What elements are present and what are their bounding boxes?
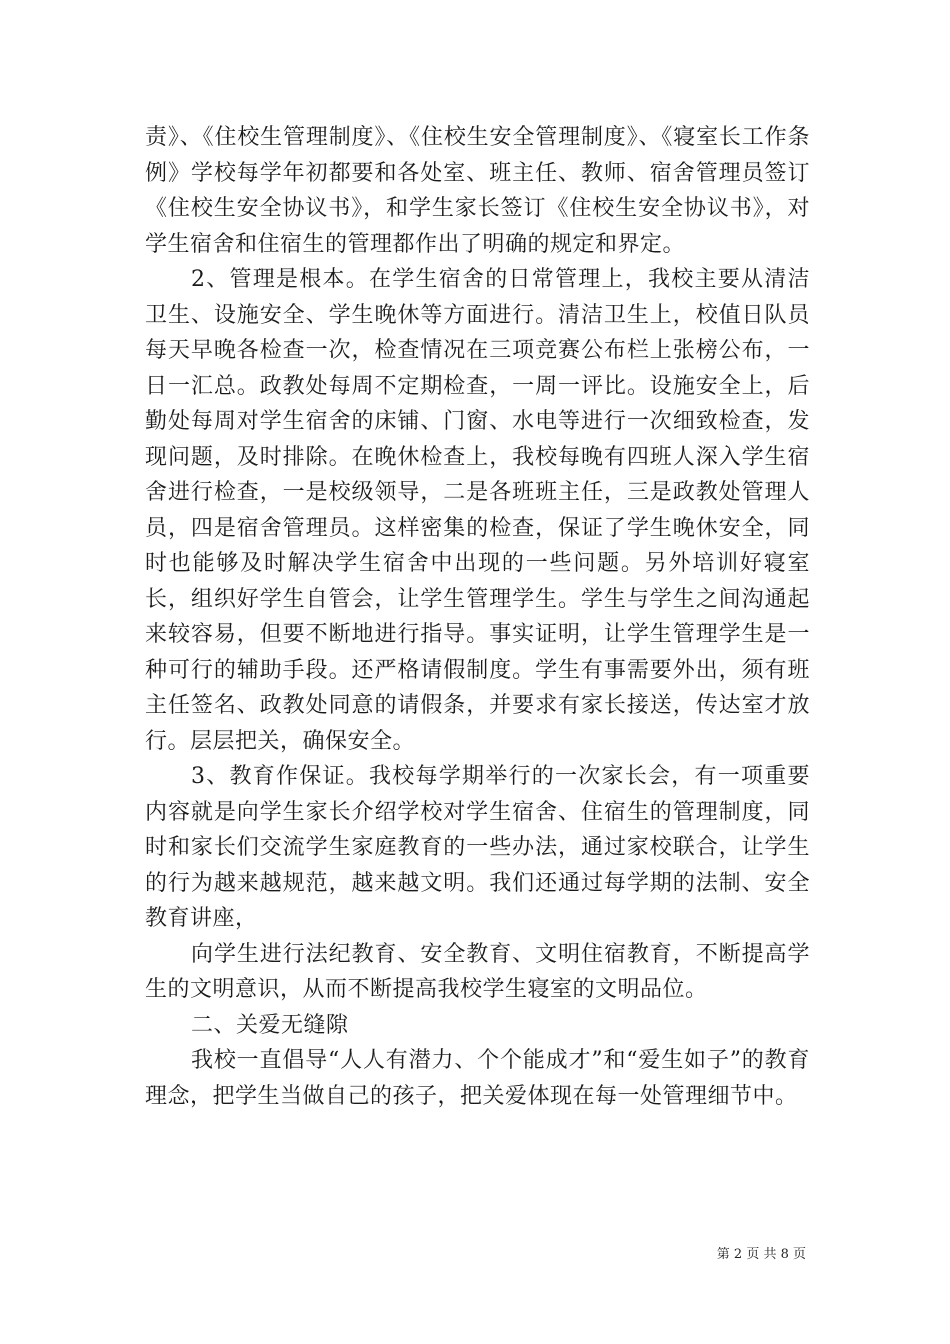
paragraph-care: 我校一直倡导“人人有潜力、个个能成才”和“爱生如子”的教育理念，把学生当做自己的孩子，把关爱体现在每一处管理细节中。 bbox=[145, 1048, 810, 1109]
paragraph-management: 2、管理是根本。在学生宿舍的日常管理上，我校主要从清洁卫生、设施安全、学生晚休等方面进行。清洁卫生上，校值日队员每天早晚各检查一次，检查情况在三项竞赛公布栏上张榜公布，一日一汇总。政教处每周不定期检查，一周一评比。设施安全上，后勤处每周对学生宿舍的床铺、门窗、水电等进行一次细致检查，发现问题，及时排除。在晚休检查上，我校每晚有四班人深入学生宿舍进行检查，一是校级领导，二是各班班主任，三是政教处管理人员，四是宿舍管理员。这样密集的检查，保证了学生晚休安全，同时也能够及时解决学生宿舍中出现的一些问题。另外培训好寝室长，组织好学生自管会，让学生管理学生。学生与学生之间沟通起来较容易，但要不断地进行指导。事实证明，让学生管理学生是一种可行的辅助手段。还严格请假制度。学生有事需要外出，须有班主任签名、政教处同意的请假条，并要求有家长接送，传达室才放行。层层把关，确保安全。 bbox=[145, 267, 810, 754]
paragraph-education-continued: 向学生进行法纪教育、安全教育、文明住宿教育，不断提高学生的文明意识，从而不断提高我校学生寝室的文明品位。 bbox=[145, 941, 810, 1002]
section-heading: 二、关爱无缝隙 bbox=[191, 1012, 349, 1038]
paragraph-continuation: 责》、《住校生管理制度》、《住校生安全管理制度》、《寝室长工作条例》学校每学年初都要和各处室、班主任、教师、宿舍管理员签订《住校生安全协议书》，和学生家长签订《住校生安全协议书》，对学生宿舍和住宿生的管理都作出了明确的规定和界定。 bbox=[145, 125, 810, 257]
document-body bbox=[145, 120, 810, 1114]
page-number: 第 2 页 共 8 页 bbox=[716, 1247, 806, 1262]
paragraph-education: 3、教育作保证。我校每学期举行的一次家长会，有一项重要内容就是向学生家长介绍学校对学生宿舍、住宿生的管理制度，同时和家长们交流学生家庭教育的一些办法，通过家校联合，让学生的行为越来越规范，越来越文明。我们还通过每学期的法制、安全教育讲座， bbox=[145, 764, 810, 931]
